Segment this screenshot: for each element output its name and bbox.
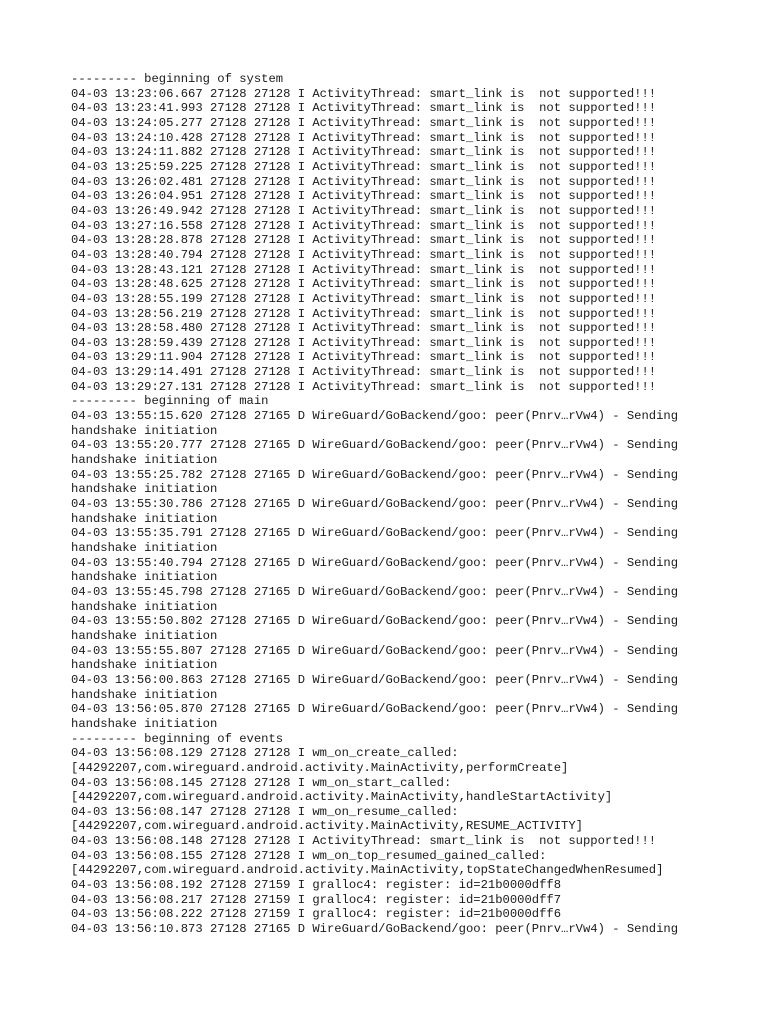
log-line: 04-03 13:23:06.667 27128 27128 I ActivityThread: smart_link is not supported!!! (71, 86, 657, 101)
log-line: handshake initiation (71, 423, 218, 438)
log-line: 04-03 13:55:30.786 27128 27165 D WireGuard/GoBackend/goo: peer(Pnrv…rVw4) - Sending (71, 497, 679, 512)
log-line: 04-03 13:28:55.199 27128 27128 I ActivityThread: smart_link is not supported!!! (71, 291, 657, 306)
log-line: 04-03 13:26:04.951 27128 27128 I ActivityThread: smart_link is not supported!!! (71, 189, 657, 204)
log-section-header: --------- beginning of main (71, 394, 269, 409)
log-line: [44292207,com.wireguard.android.activity.MainActivity,performCreate] (71, 760, 569, 775)
log-section-header: --------- beginning of events (71, 731, 284, 746)
log-line: [44292207,com.wireguard.android.activity.MainActivity,handleStartActivity] (71, 790, 613, 805)
log-line: 04-03 13:28:43.121 27128 27128 I ActivityThread: smart_link is not supported!!! (71, 262, 657, 277)
log-line: [44292207,com.wireguard.android.activity.MainActivity,RESUME_ACTIVITY] (71, 819, 583, 834)
log-line: 04-03 13:28:48.625 27128 27128 I ActivityThread: smart_link is not supported!!! (71, 277, 657, 292)
log-line: 04-03 13:56:08.129 27128 27128 I wm_on_create_called: (71, 746, 459, 761)
log-line: 04-03 13:28:56.219 27128 27128 I ActivityThread: smart_link is not supported!!! (71, 306, 657, 321)
log-line: 04-03 13:55:55.807 27128 27165 D WireGuard/GoBackend/goo: peer(Pnrv…rVw4) - Sending (71, 643, 679, 658)
log-line: 04-03 13:56:08.217 27128 27159 I gralloc4: register: id=21b0000dff7 (71, 892, 562, 907)
log-line: 04-03 13:24:05.277 27128 27128 I ActivityThread: smart_link is not supported!!! (71, 115, 657, 130)
log-line: handshake initiation (71, 570, 218, 585)
log-line: 04-03 13:55:25.782 27128 27165 D WireGuard/GoBackend/goo: peer(Pnrv…rVw4) - Sending (71, 467, 679, 482)
log-line: 04-03 13:29:27.131 27128 27128 I ActivityThread: smart_link is not supported!!! (71, 379, 657, 394)
log-line: 04-03 13:56:10.873 27128 27165 D WireGuard/GoBackend/goo: peer(Pnrv…rVw4) - Sending (71, 922, 679, 937)
log-line: [44292207,com.wireguard.android.activity.MainActivity,topStateChangedWhenResumed] (71, 863, 664, 878)
log-line: 04-03 13:27:16.558 27128 27128 I ActivityThread: smart_link is not supported!!! (71, 218, 657, 233)
log-line: 04-03 13:56:08.148 27128 27128 I ActivityThread: smart_link is not supported!!! (71, 834, 657, 849)
log-line: handshake initiation (71, 453, 218, 468)
log-text-view (71, 72, 731, 937)
log-line: handshake initiation (71, 716, 218, 731)
log-line: 04-03 13:56:08.192 27128 27159 I gralloc4: register: id=21b0000dff8 (71, 878, 562, 893)
log-line: 04-03 13:28:40.794 27128 27128 I ActivityThread: smart_link is not supported!!! (71, 247, 657, 262)
log-line: 04-03 13:24:11.882 27128 27128 I ActivityThread: smart_link is not supported!!! (71, 145, 657, 160)
log-line: 04-03 13:24:10.428 27128 27128 I ActivityThread: smart_link is not supported!!! (71, 130, 657, 145)
log-line: handshake initiation (71, 482, 218, 497)
log-line: 04-03 13:28:59.439 27128 27128 I ActivityThread: smart_link is not supported!!! (71, 335, 657, 350)
log-line: 04-03 13:55:35.791 27128 27165 D WireGuard/GoBackend/goo: peer(Pnrv…rVw4) - Sending (71, 526, 679, 541)
log-line: handshake initiation (71, 511, 218, 526)
log-line: 04-03 13:25:59.225 27128 27128 I ActivityThread: smart_link is not supported!!! (71, 159, 657, 174)
log-line: handshake initiation (71, 599, 218, 614)
log-line: 04-03 13:56:05.870 27128 27165 D WireGuard/GoBackend/goo: peer(Pnrv…rVw4) - Sending (71, 702, 679, 717)
log-line: 04-03 13:55:50.802 27128 27165 D WireGuard/GoBackend/goo: peer(Pnrv…rVw4) - Sending (71, 614, 679, 629)
log-line: 04-03 13:28:28.878 27128 27128 I ActivityThread: smart_link is not supported!!! (71, 233, 657, 248)
log-line: handshake initiation (71, 687, 218, 702)
log-line: handshake initiation (71, 541, 218, 555)
log-line: 04-03 13:56:08.222 27128 27159 I gralloc4: register: id=21b0000dff6 (71, 907, 562, 922)
log-line: 04-03 13:23:41.993 27128 27128 I ActivityThread: smart_link is not supported!!! (71, 101, 657, 116)
log-line: 04-03 13:26:49.942 27128 27128 I ActivityThread: smart_link is not supported!!! (71, 203, 657, 218)
log-line: handshake initiation (71, 628, 218, 643)
log-line: 04-03 13:26:02.481 27128 27128 I ActivityThread: smart_link is not supported!!! (71, 174, 657, 189)
log-line: 04-03 13:55:20.777 27128 27165 D WireGuard/GoBackend/goo: peer(Pnrv…rVw4) - Sending (71, 438, 679, 453)
log-line: 04-03 13:56:08.147 27128 27128 I wm_on_resume_called: (71, 804, 459, 819)
log-line: 04-03 13:56:00.863 27128 27165 D WireGuard/GoBackend/goo: peer(Pnrv…rVw4) - Sending (71, 672, 679, 687)
log-line: 04-03 13:28:58.480 27128 27128 I ActivityThread: smart_link is not supported!!! (71, 321, 657, 336)
log-line: 04-03 13:29:11.904 27128 27128 I ActivityThread: smart_link is not supported!!! (71, 350, 657, 365)
log-line: 04-03 13:55:45.798 27128 27165 D WireGuard/GoBackend/goo: peer(Pnrv…rVw4) - Sending (71, 584, 679, 599)
log-line: 04-03 13:29:14.491 27128 27128 I ActivityThread: smart_link is not supported!!! (71, 365, 657, 380)
log-section-header: --------- beginning of system (71, 72, 284, 86)
log-line: 04-03 13:56:08.155 27128 27128 I wm_on_top_resumed_gained_called: (71, 848, 547, 863)
log-line: 04-03 13:55:15.620 27128 27165 D WireGuard/GoBackend/goo: peer(Pnrv…rVw4) - Sending (71, 409, 679, 424)
log-line: 04-03 13:56:08.145 27128 27128 I wm_on_start_called: (71, 775, 452, 790)
log-line: handshake initiation (71, 658, 218, 673)
log-line: 04-03 13:55:40.794 27128 27165 D WireGuard/GoBackend/goo: peer(Pnrv…rVw4) - Sending (71, 555, 679, 570)
